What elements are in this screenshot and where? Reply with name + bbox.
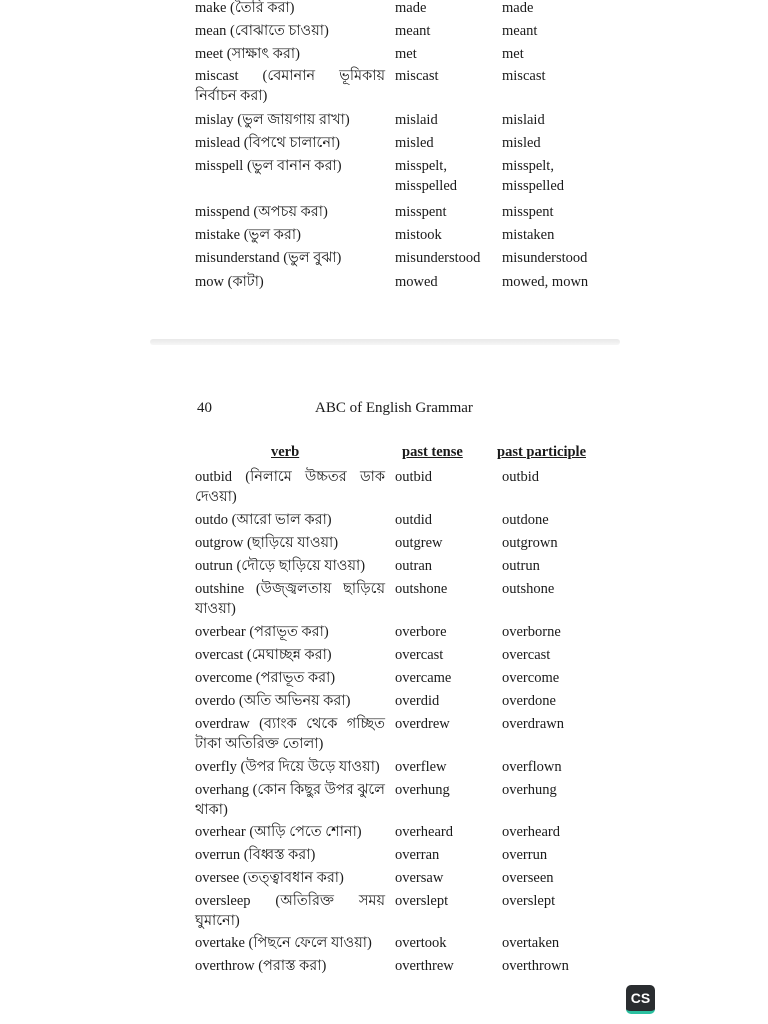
verb-cell: mislay (ভুল জায়গায় রাখা) bbox=[195, 112, 350, 128]
past-tense-cell-text: overdrew bbox=[395, 716, 450, 732]
past-participle-cell-text: misled bbox=[502, 135, 541, 151]
page-bottom bbox=[157, 350, 611, 990]
past-tense-cell bbox=[395, 110, 438, 130]
past-tense-cell-text: outgrew bbox=[395, 535, 443, 551]
past-tense-cell bbox=[395, 156, 457, 196]
past-participle-cell-text: overcome bbox=[502, 670, 560, 686]
past-participle-cell bbox=[502, 44, 524, 64]
past-participle-cell bbox=[502, 110, 545, 130]
past-participle-cell bbox=[502, 0, 533, 18]
verb-cell: overdraw (ব্যাংক থেকে গচ্ছিত টাকা অতিরিক্ত তোলা) bbox=[195, 716, 385, 752]
past-tense-cell bbox=[395, 202, 447, 222]
verb-cell: misspend (অপচয় করা) bbox=[195, 204, 328, 220]
verb-cell: oversee (তত্ত্বাবধান করা) bbox=[195, 870, 344, 886]
past-participle-cell bbox=[502, 66, 546, 86]
past-tense-cell-text: overhung bbox=[395, 782, 450, 798]
past-tense-cell bbox=[395, 645, 443, 665]
past-participle-cell-text: overcast bbox=[502, 647, 551, 663]
past-tense-cell-text: oversaw bbox=[395, 870, 444, 886]
past-participle-cell bbox=[502, 868, 554, 888]
past-participle-cell bbox=[502, 556, 540, 576]
past-tense-cell bbox=[395, 714, 450, 734]
past-tense-cell-text: met bbox=[395, 46, 417, 62]
past-participle-cell-text: outrun bbox=[502, 558, 540, 574]
verb-cell: oversleep (অতিরিক্ত সময় ঘুমানো) bbox=[195, 893, 385, 929]
past-tense-cell bbox=[395, 0, 426, 18]
verb-cell: outrun (দৌড়ে ছাড়িয়ে যাওয়া) bbox=[195, 558, 366, 574]
past-tense-cell-text: overdid bbox=[395, 693, 440, 709]
past-participle-cell-text: mowed, mown bbox=[502, 274, 589, 290]
past-participle-cell-text: outbid bbox=[502, 469, 540, 485]
past-participle-cell-text: outgrown bbox=[502, 535, 558, 551]
page-top bbox=[157, 0, 611, 340]
past-participle-cell-text: overflown bbox=[502, 759, 562, 775]
verb-cell: overthrow (পরাস্ত করা) bbox=[195, 958, 327, 974]
past-participle-cell bbox=[502, 822, 560, 842]
past-participle-cell-text: overdone bbox=[502, 693, 556, 709]
past-participle-cell-text: misspelled bbox=[502, 178, 565, 194]
past-tense-cell bbox=[395, 248, 480, 268]
past-tense-cell bbox=[395, 467, 432, 487]
past-participle-cell-text: overseen bbox=[502, 870, 554, 886]
past-participle-cell-text: met bbox=[502, 46, 524, 62]
past-tense-cell-text: miscast bbox=[395, 68, 439, 84]
past-tense-cell bbox=[395, 757, 447, 777]
past-tense-cell-text: overthrew bbox=[395, 958, 454, 974]
past-participle-cell bbox=[502, 467, 539, 487]
past-tense-cell-text: overslept bbox=[395, 893, 449, 909]
past-participle-cell bbox=[502, 133, 541, 153]
past-tense-cell bbox=[395, 556, 432, 576]
past-participle-cell bbox=[502, 714, 564, 734]
past-tense-cell-text: misspelled bbox=[395, 178, 458, 194]
past-tense-cell bbox=[395, 21, 430, 41]
past-participle-cell-text: made bbox=[502, 0, 534, 16]
past-participle-cell bbox=[502, 533, 558, 553]
past-tense-cell bbox=[395, 822, 453, 842]
verb-cell: overcast (মেঘাচ্ছন্ন করা) bbox=[195, 647, 332, 663]
past-participle-cell-text: overdrawn bbox=[502, 716, 565, 732]
past-participle-cell-text: overthrown bbox=[502, 958, 569, 974]
past-participle-cell bbox=[502, 510, 549, 530]
past-tense-cell bbox=[395, 845, 439, 865]
past-tense-cell-text: misspelt, bbox=[395, 158, 447, 174]
past-tense-cell-text: mowed bbox=[395, 274, 438, 290]
verb-cell: overtake (পিছনে ফেলে যাওয়া) bbox=[195, 935, 372, 951]
verb-cell: overcome (পরাভূত করা) bbox=[195, 670, 336, 686]
page-divider bbox=[150, 339, 620, 345]
past-participle-cell bbox=[502, 21, 537, 41]
past-tense-cell-text: overcame bbox=[395, 670, 452, 686]
verb-cell: overdo (অতি অভিনয় করা) bbox=[195, 693, 351, 709]
past-tense-cell-text: overflew bbox=[395, 759, 447, 775]
past-tense-cell bbox=[395, 225, 442, 245]
past-tense-cell bbox=[395, 579, 447, 599]
past-tense-cell-text: mistook bbox=[395, 227, 442, 243]
header-past-tense: past tense bbox=[402, 444, 463, 460]
past-tense-cell bbox=[395, 956, 454, 976]
verb-cell: misunderstand (ভুল বুঝা) bbox=[195, 250, 342, 266]
past-participle-cell bbox=[502, 225, 554, 245]
past-tense-cell-text: mislaid bbox=[395, 112, 438, 128]
past-participle-cell-text: outdone bbox=[502, 512, 549, 528]
past-tense-cell-text: meant bbox=[395, 23, 431, 39]
header-past-participle: past participle bbox=[497, 444, 587, 460]
verb-cell: overrun (বিধ্বস্ত করা) bbox=[195, 847, 316, 863]
camscanner-logo: CS bbox=[626, 985, 655, 1014]
past-participle-cell bbox=[502, 645, 550, 665]
past-participle-cell bbox=[502, 845, 547, 865]
past-tense-cell bbox=[395, 668, 451, 688]
verb-cell: outbid (নিলামে উচ্চতর ডাক দেওয়া) bbox=[195, 469, 385, 505]
past-participle-cell-text: overtaken bbox=[502, 935, 560, 951]
past-tense-cell bbox=[395, 533, 443, 553]
past-participle-cell-text: misspent bbox=[502, 204, 554, 220]
past-participle-cell bbox=[502, 156, 564, 196]
past-participle-cell bbox=[502, 668, 559, 688]
past-tense-cell bbox=[395, 891, 448, 911]
past-tense-cell bbox=[395, 622, 447, 642]
past-tense-cell-text: outbid bbox=[395, 469, 433, 485]
past-tense-cell bbox=[395, 44, 417, 64]
past-tense-cell-text: outshone bbox=[395, 581, 448, 597]
past-participle-cell-text: meant bbox=[502, 23, 538, 39]
past-participle-cell-text: miscast bbox=[502, 68, 546, 84]
past-tense-cell-text: misled bbox=[395, 135, 434, 151]
past-participle-cell-text: overborne bbox=[502, 624, 561, 640]
past-participle-cell-text: outshone bbox=[502, 581, 555, 597]
past-tense-cell-text: misunderstood bbox=[395, 250, 481, 266]
verb-cell: misspell (ভুল বানান করা) bbox=[195, 158, 342, 174]
past-participle-cell bbox=[502, 780, 557, 800]
past-participle-cell-text: misunderstood bbox=[502, 250, 588, 266]
verb-cell: outdo (আরো ভাল করা) bbox=[195, 512, 332, 528]
past-participle-cell bbox=[502, 757, 562, 777]
past-participle-cell-text: mistaken bbox=[502, 227, 555, 243]
past-participle-cell-text: misspelt, bbox=[502, 158, 554, 174]
verb-cell: mistake (ভুল করা) bbox=[195, 227, 301, 243]
past-tense-cell-text: overran bbox=[395, 847, 440, 863]
past-participle-cell bbox=[502, 891, 555, 911]
verb-cell: mow (কাটা) bbox=[195, 274, 264, 290]
past-participle-cell bbox=[502, 202, 554, 222]
verb-cell: mislead (বিপথে চালানো) bbox=[195, 135, 341, 151]
past-participle-cell bbox=[502, 956, 569, 976]
past-participle-cell bbox=[502, 691, 556, 711]
past-tense-cell-text: overheard bbox=[395, 824, 453, 840]
past-participle-cell-text: overrun bbox=[502, 847, 548, 863]
verb-cell: overhang (কোন কিছুর উপর ঝুলে থাকা) bbox=[195, 782, 385, 818]
verb-cell: overbear (পরাভূত করা) bbox=[195, 624, 329, 640]
past-tense-cell bbox=[395, 780, 450, 800]
past-tense-cell bbox=[395, 510, 432, 530]
past-participle-cell-text: overslept bbox=[502, 893, 556, 909]
past-tense-cell bbox=[395, 66, 439, 86]
past-tense-cell-text: misspent bbox=[395, 204, 447, 220]
book-title: ABC of English Grammar bbox=[315, 400, 473, 416]
past-participle-cell-text: mislaid bbox=[502, 112, 545, 128]
past-participle-cell bbox=[502, 622, 561, 642]
past-tense-cell-text: overbore bbox=[395, 624, 447, 640]
verb-cell: outshine (উজ্জ্বলতায় ছাড়িয়ে যাওয়া) bbox=[195, 581, 385, 617]
past-participle-cell bbox=[502, 933, 559, 953]
verb-cell: overhear (আড়ি পেতে শোনা) bbox=[195, 824, 362, 840]
past-tense-cell bbox=[395, 868, 443, 888]
verb-cell: miscast (বেমানান ভূমিকায় নির্বাচন করা) bbox=[195, 68, 385, 104]
verb-cell: outgrow (ছাড়িয়ে যাওয়া) bbox=[195, 535, 339, 551]
past-tense-cell-text: overtook bbox=[395, 935, 447, 951]
past-participle-cell-text: overhung bbox=[502, 782, 557, 798]
verb-cell: mean (বোঝাতে চাওয়া) bbox=[195, 23, 329, 39]
past-tense-cell bbox=[395, 133, 434, 153]
verb-cell: make (তৈরি করা) bbox=[195, 0, 295, 16]
past-tense-cell bbox=[395, 691, 439, 711]
past-participle-cell bbox=[502, 248, 587, 268]
header-verb: verb bbox=[271, 444, 300, 460]
past-participle-cell bbox=[502, 579, 554, 599]
past-tense-cell-text: overcast bbox=[395, 647, 444, 663]
past-tense-cell-text: outran bbox=[395, 558, 433, 574]
past-participle-cell bbox=[502, 272, 588, 292]
past-participle-cell-text: overheard bbox=[502, 824, 560, 840]
past-tense-cell bbox=[395, 933, 447, 953]
past-tense-cell-text: outdid bbox=[395, 512, 433, 528]
past-tense-cell bbox=[395, 272, 438, 292]
verb-cell: overfly (উপর দিয়ে উড়ে যাওয়া) bbox=[195, 759, 380, 775]
past-tense-cell-text: made bbox=[395, 0, 427, 16]
verb-cell: meet (সাক্ষাৎ করা) bbox=[195, 46, 300, 62]
page-number: 40 bbox=[197, 400, 212, 416]
